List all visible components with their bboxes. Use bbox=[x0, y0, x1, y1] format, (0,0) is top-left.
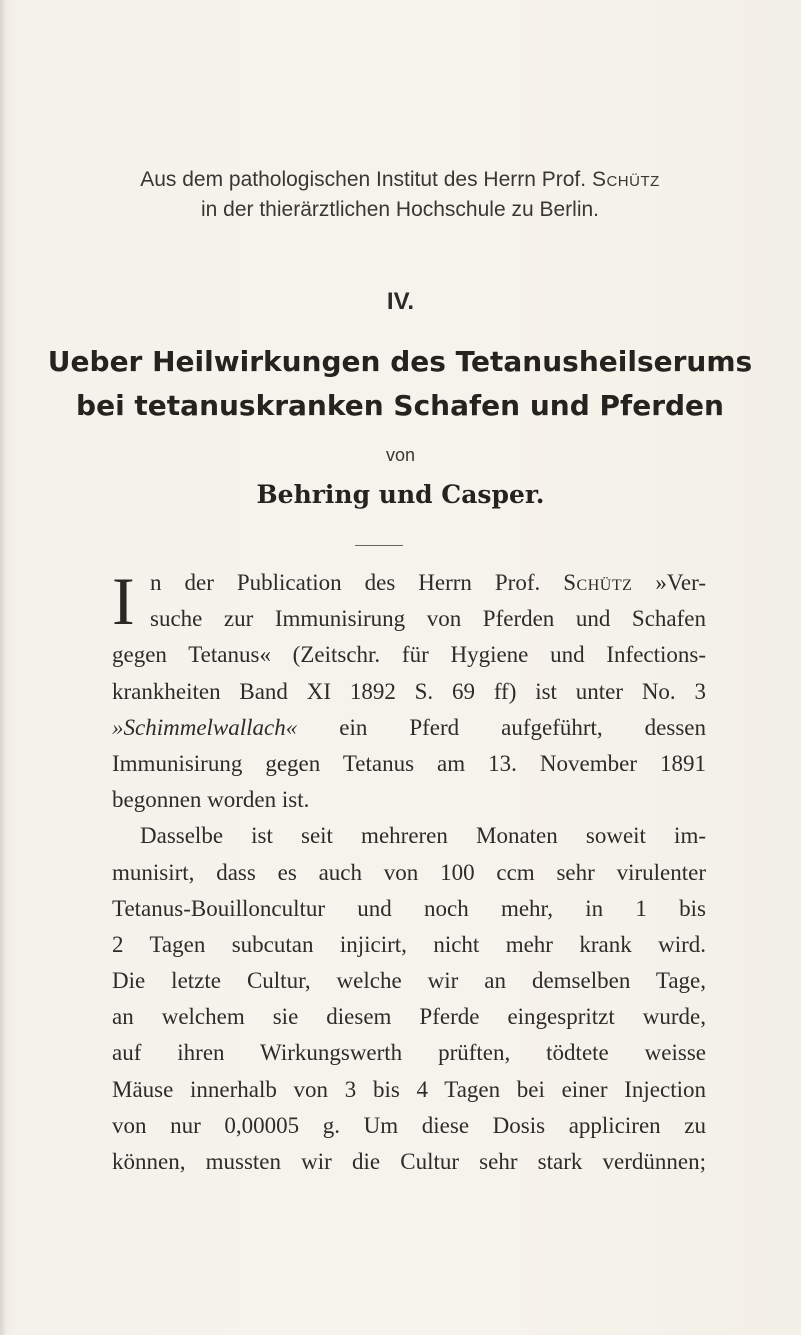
paragraph-2 bbox=[112, 818, 706, 1180]
p1-l1-text: n der Publication des Herrn Prof. bbox=[150, 570, 541, 595]
article-body bbox=[112, 565, 706, 1180]
paragraph-1-line-5 bbox=[112, 710, 706, 746]
authors: Behring und Casper. bbox=[256, 480, 545, 509]
paragraph-1-line-7: begonnen worden ist. bbox=[112, 787, 310, 813]
title-line-1: Ueber Heilwirkungen des Tetanusheilserums bbox=[47, 345, 753, 378]
horse-name: »Schimmelwallach« bbox=[112, 714, 298, 740]
header-professor-name: Schütz bbox=[591, 168, 660, 191]
paragraph-2-line-2: munisirt, dass es auch von 100 ccm sehr virulenter bbox=[112, 859, 706, 885]
header-line-2: in der thierärztlichen Hochschule zu Berlin. bbox=[200, 198, 600, 221]
institution-header bbox=[60, 165, 740, 225]
header-line-1 bbox=[60, 165, 740, 195]
paragraph-1-line-6: Immunisirung gegen Tetanus am 13. November 1891 bbox=[112, 750, 706, 776]
article-title bbox=[40, 340, 760, 428]
p1-l5-text: ein Pferd aufgeführt, dessen bbox=[339, 714, 706, 740]
paragraph-2-line-1: Dasselbe ist seit mehreren Monaten soweit im- bbox=[140, 823, 706, 849]
article-number: IV. bbox=[386, 288, 415, 315]
paragraph-2-line-6: an welchem sie diesem Pferde eingespritzt wurde, bbox=[112, 1004, 706, 1030]
paragraph-2-line-3: Tetanus-Bouilloncultur und noch mehr, in 1 bis bbox=[112, 895, 706, 921]
page-edge-shadow bbox=[0, 0, 6, 1335]
separator-rule bbox=[355, 545, 403, 546]
paragraph-1-line-4: krankheiten Band XI 1892 S. 69 ff) ist unter No. 3 bbox=[112, 678, 706, 704]
p1-l1-end: »Ver- bbox=[655, 570, 707, 595]
title-line-2: bei tetanuskranken Schafen und Pferden bbox=[76, 389, 724, 422]
byline: von bbox=[385, 445, 416, 465]
paragraph-2-line-4: 2 Tagen subcutan injicirt, nicht mehr krank wird. bbox=[112, 931, 706, 957]
paragraph-1 bbox=[112, 565, 706, 818]
p1-professor-name: Schütz bbox=[563, 570, 633, 595]
paragraph-2-line-5: Die letzte Cultur, welche wir an demselben Tage, bbox=[112, 968, 706, 994]
paragraph-2-line-7: auf ihren Wirkungswerth prüften, tödtete weisse bbox=[112, 1040, 706, 1066]
paragraph-1-line-1 bbox=[112, 565, 706, 601]
paragraph-2-line-9: von nur 0,00005 g. Um diese Dosis appliciren zu bbox=[112, 1112, 706, 1138]
paragraph-2-line-8: Mäuse innerhalb von 3 bis 4 Tagen bei einer Injection bbox=[112, 1076, 706, 1102]
paragraph-1-line-2: suche zur Immunisirung von Pferden und Schafen bbox=[150, 606, 706, 632]
header-line-1-text: Aus dem pathologischen Institut des Herrn Prof. bbox=[140, 168, 587, 191]
paragraph-2-line-10: können, mussten wir die Cultur sehr stark verdünnen; bbox=[112, 1149, 706, 1174]
drop-cap: I bbox=[112, 563, 135, 639]
paragraph-1-line-3: gegen Tetanus« (Zeitschr. für Hygiene und Infections- bbox=[112, 642, 706, 668]
